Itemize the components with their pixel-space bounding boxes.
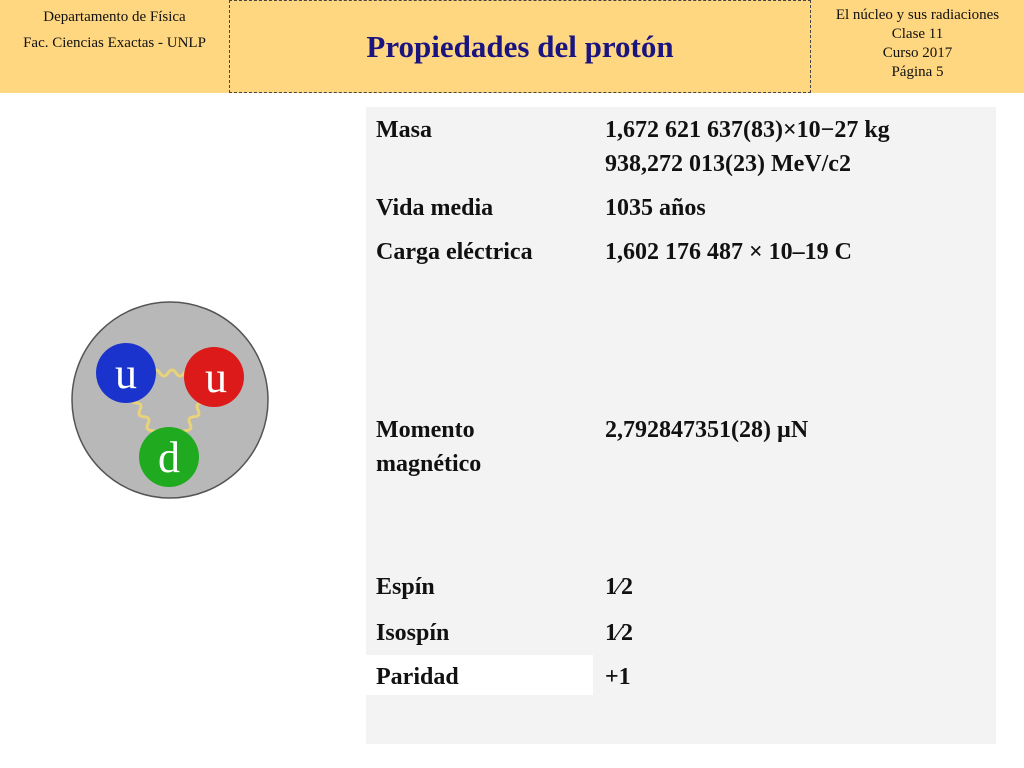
charge-label: Carga eléctrica: [376, 239, 533, 265]
mass-value-mev: 938,272 013(23) MeV/c2: [605, 151, 851, 177]
parity-label: Paridad: [376, 664, 459, 690]
quark-up-2: [184, 347, 244, 407]
spin-value: 1⁄2: [605, 574, 634, 600]
isospin-value: 1⁄2: [605, 620, 634, 646]
course-name: El núcleo y sus radiaciones: [835, 7, 1000, 23]
properties-table: [366, 107, 996, 744]
parity-value: +1: [605, 664, 631, 690]
isospin-label: Isospín: [376, 620, 450, 646]
magnetic-moment-label-line2: magnético: [376, 451, 482, 477]
header-department-box: [0, 0, 229, 93]
page-title: Propiedades del protón: [366, 28, 674, 64]
magnetic-moment-label-line1: Momento: [376, 417, 475, 443]
quark-down-letter: d: [158, 433, 180, 482]
quark-down: [139, 427, 199, 487]
faculty-name: Fac. Ciencias Exactas - UNLP: [23, 35, 206, 51]
department-name: Departamento de Física: [43, 9, 186, 25]
mass-value-kg: 1,672 621 637(83)×10−27 kg: [605, 117, 890, 143]
quark-up-1-letter: u: [115, 349, 137, 398]
lifetime-label: Vida media: [376, 195, 494, 221]
header-course-box: [811, 0, 1024, 93]
class-number: Clase 11: [891, 26, 944, 42]
proton-quark-diagram: [70, 300, 270, 500]
course-year: Curso 2017: [882, 45, 953, 61]
header-title-box: [229, 0, 811, 93]
charge-value: 1,602 176 487 × 10–19 C: [605, 239, 853, 265]
magnetic-moment-value: 2,792847351(28) µN: [605, 417, 809, 443]
lifetime-value: 1035 años: [605, 195, 706, 221]
mass-label: Masa: [376, 117, 432, 143]
page-number: Página 5: [891, 64, 944, 80]
quark-up-2-letter: u: [205, 353, 227, 402]
quark-up-1: [96, 343, 156, 403]
spin-label: Espín: [376, 574, 435, 600]
